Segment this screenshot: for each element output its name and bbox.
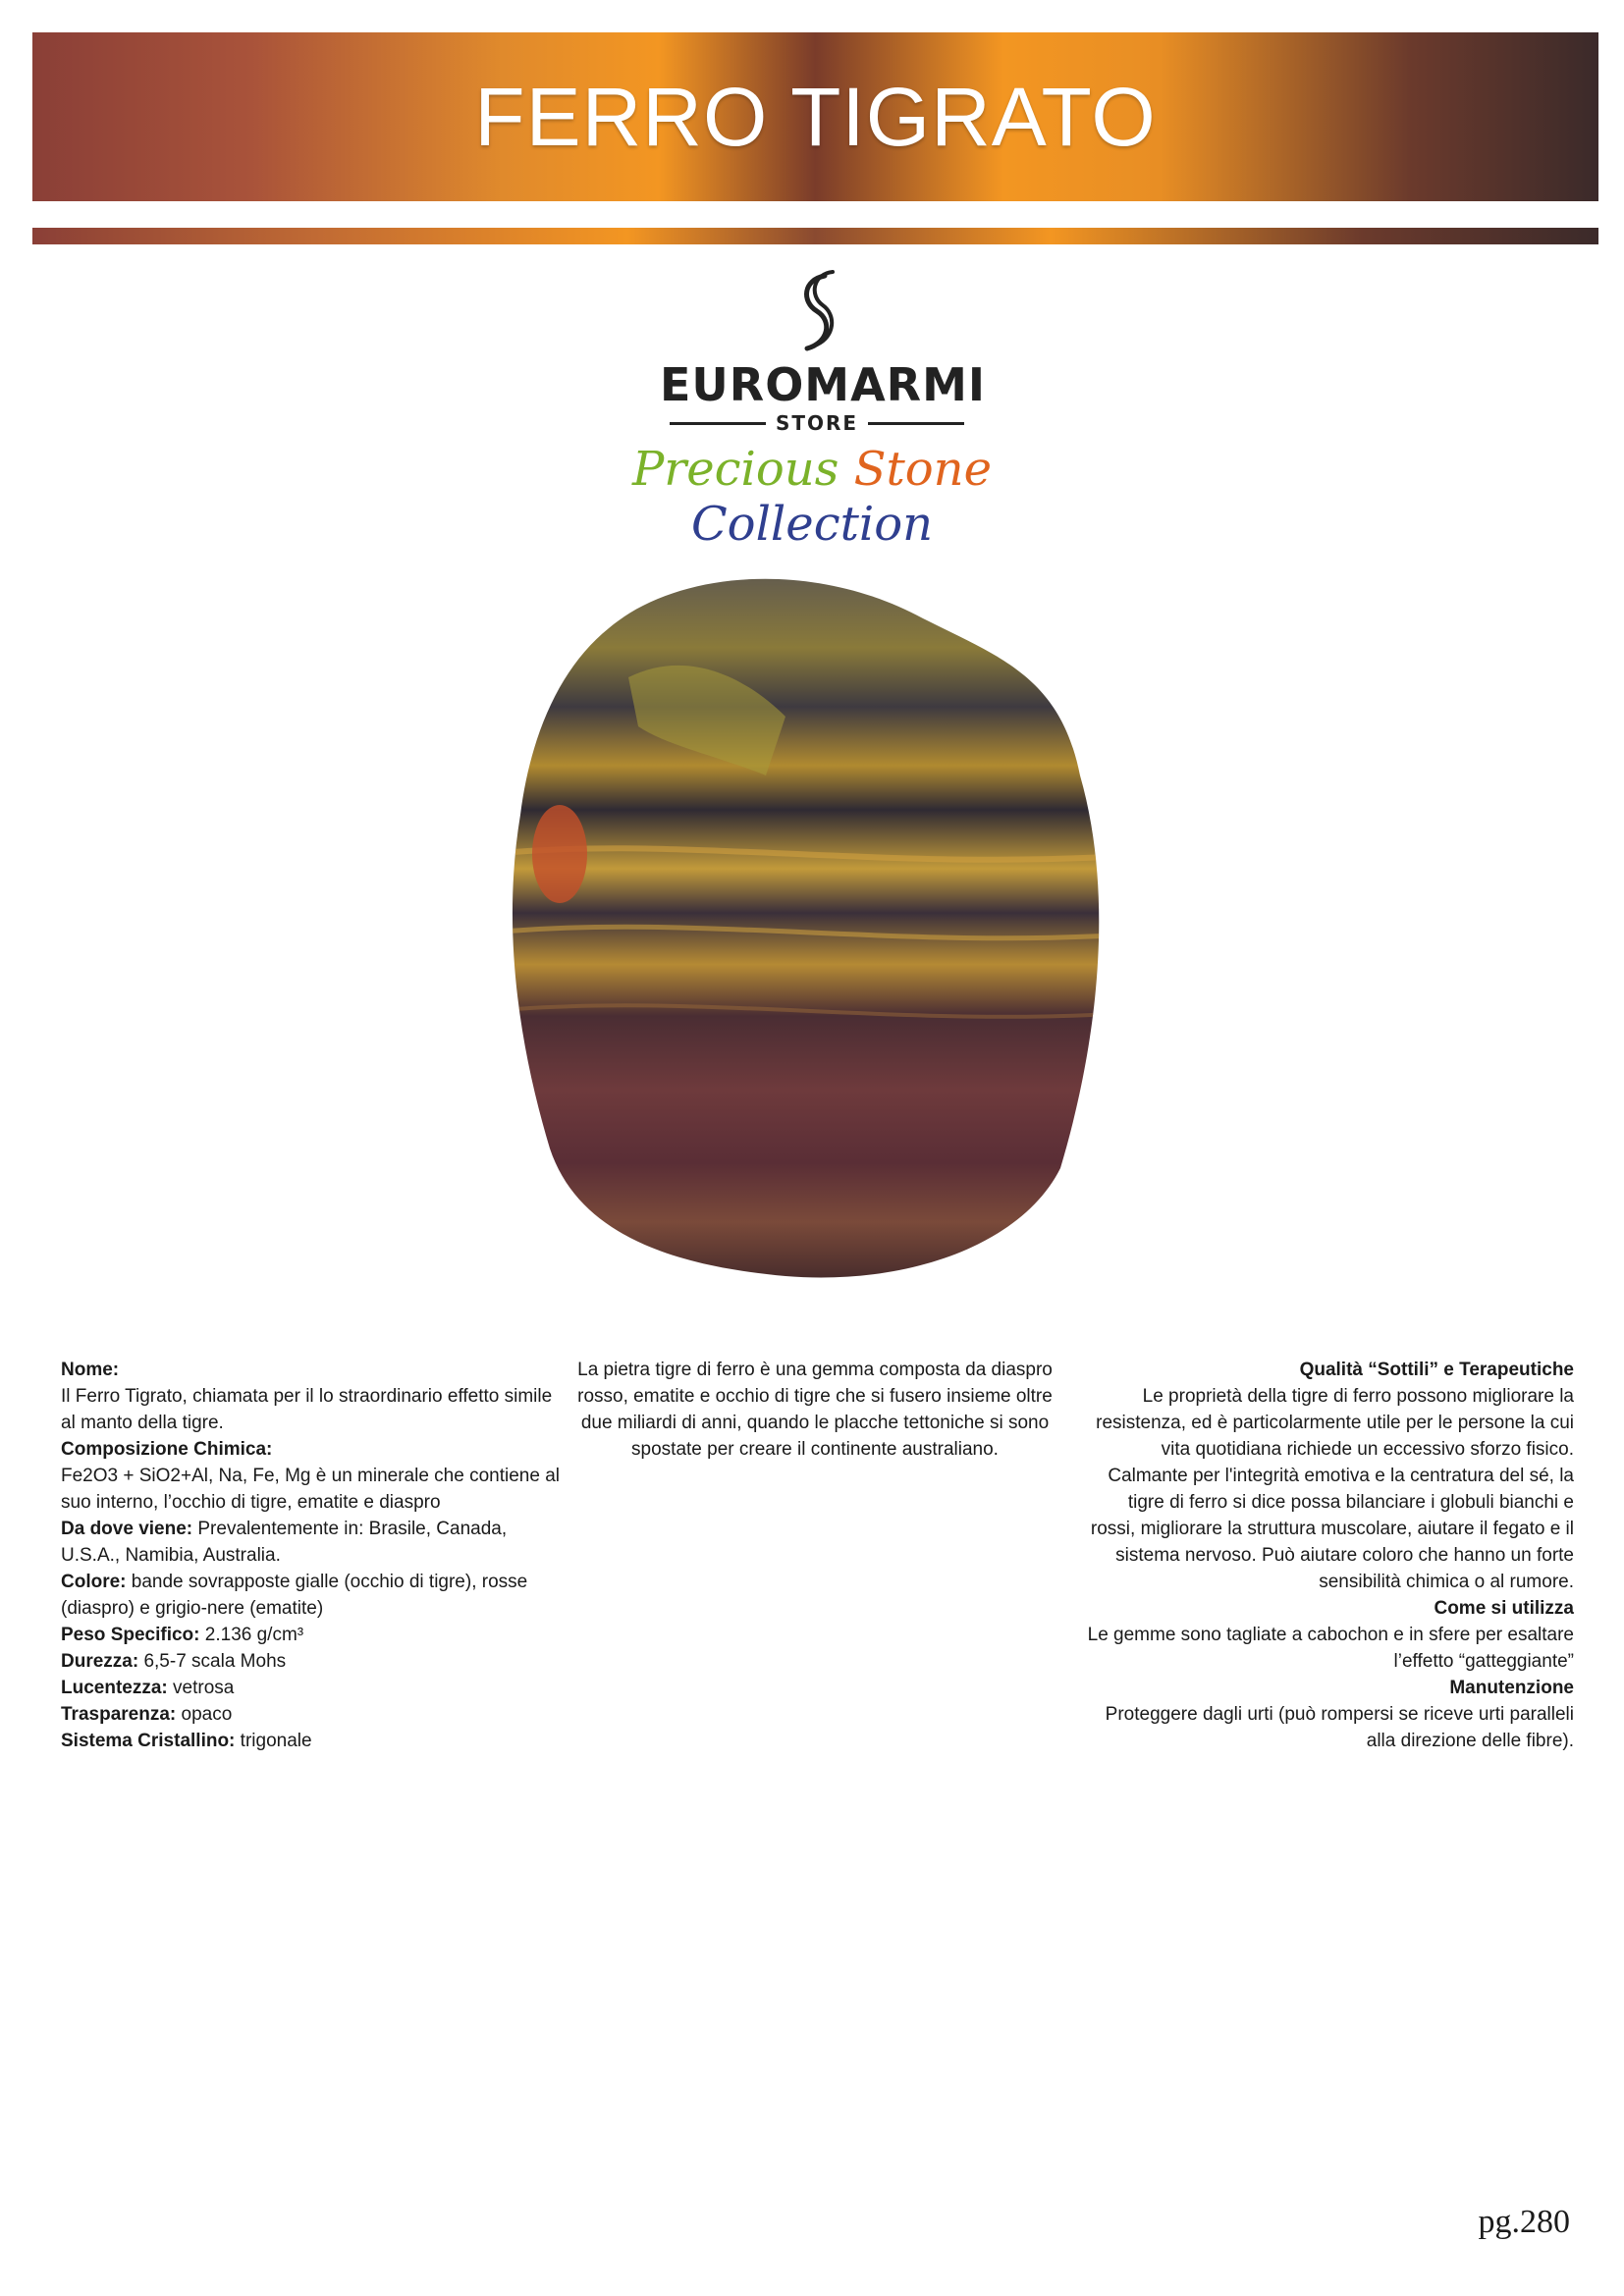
title-banner [32,32,1598,201]
label-manutenzione: Manutenzione [1449,1678,1574,1698]
text-colore: bande sovrapposte gialle (occhio di tigre), rosse (diaspro) e grigio-nere (ematite) [61,1572,528,1619]
logo-s-icon [795,270,839,354]
label-qualita: Qualità “Sottili” e Terapeutiche [1299,1360,1574,1380]
label-provenienza: Da dove viene: [61,1519,193,1539]
label-durezza: Durezza: [61,1651,139,1672]
logo-brand: EUROMARMI [660,358,986,411]
text-peso: 2.136 g/cm³ [199,1625,304,1645]
label-peso: Peso Specifico: [61,1625,200,1645]
logo-store-row [670,413,964,433]
text-sistema: trigonale [235,1731,312,1751]
page-title: FERRO TIGRATO [474,70,1157,163]
collection-word-stone: Stone [853,442,992,497]
euromarmi-logo [660,270,986,437]
logo-divider [670,422,766,425]
stone-image [491,560,1159,1296]
label-trasparenza: Trasparenza: [61,1704,177,1725]
text-qualita-1: Le proprietà della tigre di ferro possono migliorare la resistenza, ed è particolarmente utile per le persone la cui vita quotidiana richiede un eccessivo sforzo fisico. [1096,1386,1574,1460]
label-utilizzo: Come si utilizza [1434,1598,1574,1619]
collection-title [511,442,1113,552]
text-description: La pietra tigre di ferro è una gemma composta da diaspro rosso, ematite e occhio di tigre che si fusero insieme oltre due miliardi di anni, quando le placche tettoniche si sono spostate per creare il continente australiano. [577,1360,1053,1460]
text-qualita-2: Calmante per l'integrità emotiva e la centratura del sé, la tigre di ferro si dice possa bilanciare i globuli bianchi e rossi, migliorare la struttura muscolare, aiutare il fegato e il sistema nervoso. Può aiutare coloro che hanno un forte sensibilità chimica o al rumore. [1090,1466,1574,1592]
text-durezza: 6,5-7 scala Mohs [138,1651,287,1672]
label-colore: Colore: [61,1572,127,1592]
logo-divider [868,422,964,425]
label-sistema: Sistema Cristallino: [61,1731,236,1751]
collection-word-precious: Precious [632,442,839,497]
label-nome: Nome: [61,1360,120,1380]
text-nome: Il Ferro Tigrato, chiamata per il lo straordinario effetto simile al manto della tigre. [61,1386,553,1433]
collection-word-collection: Collection [690,497,934,552]
logo-store: STORE [775,411,859,435]
label-composizione: Composizione Chimica: [61,1439,273,1460]
decorative-stripe [32,228,1598,244]
stone-properties [61,1357,562,1754]
label-lucentezza: Lucentezza: [61,1678,168,1698]
stone-qualities [1085,1357,1574,1754]
text-composizione: Fe2O3 + SiO2+Al, Na, Fe, Mg è un minerale che contiene al suo interno, l’occhio di tigre, ematite e diaspro [61,1466,560,1513]
text-trasparenza: opaco [176,1704,233,1725]
stone-description [569,1357,1060,1463]
text-lucentezza: vetrosa [167,1678,235,1698]
text-manutenzione: Proteggere dagli urti (può rompersi se riceve urti paralleli alla direzione delle fibre). [1105,1704,1574,1751]
text-utilizzo: Le gemme sono tagliate a cabochon e in sfere per esaltare l’effetto “gatteggiante” [1087,1625,1574,1672]
text-provenienza: Prevalentemente in: Brasile, Canada, U.S.A., Namibia, Australia. [61,1519,508,1566]
page-number: pg.280 [1478,2204,1570,2240]
